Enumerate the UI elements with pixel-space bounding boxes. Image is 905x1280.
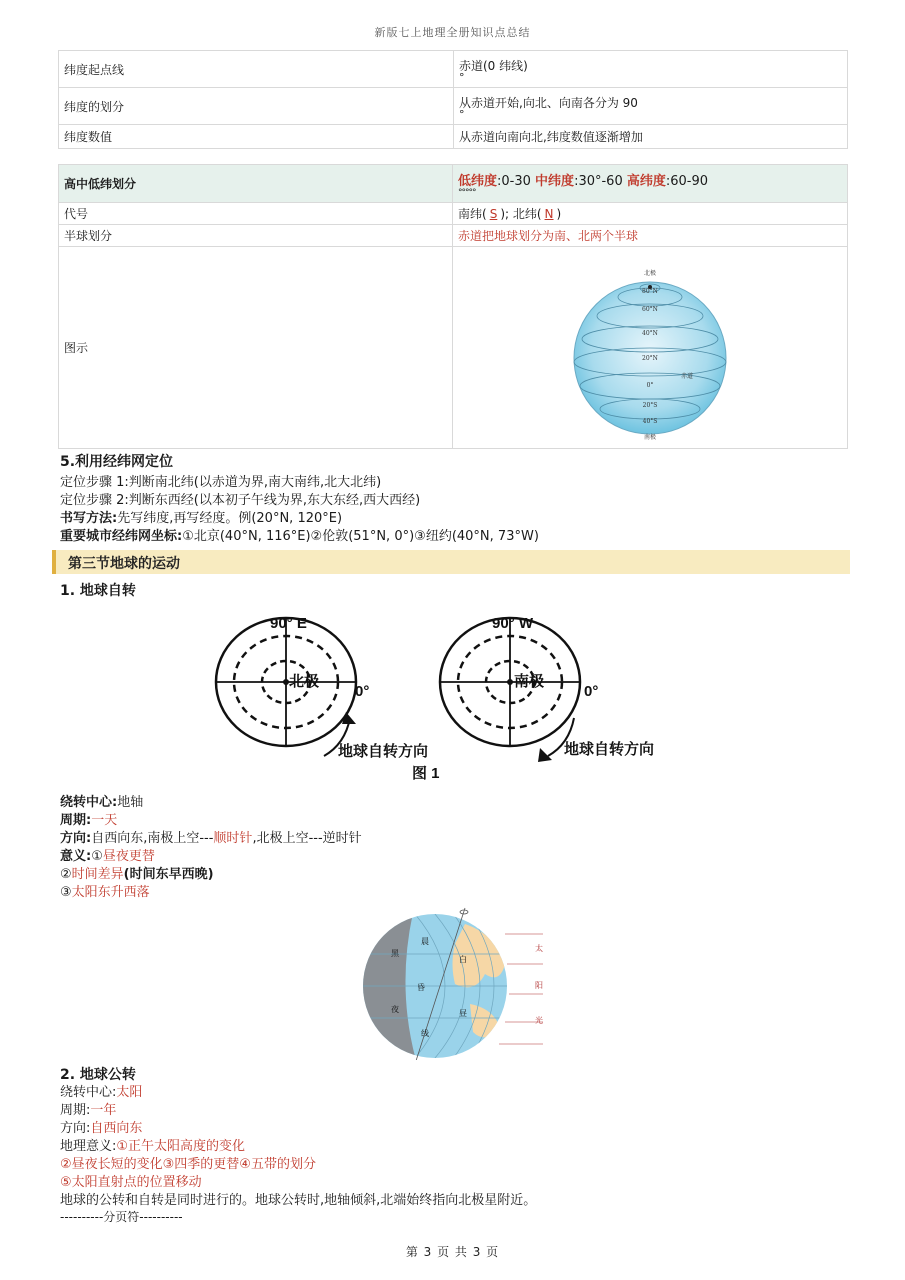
lat-label: 80°N bbox=[642, 288, 658, 295]
lat-label: 40°S bbox=[642, 418, 658, 425]
globe-figure-cell bbox=[453, 247, 848, 449]
cell-value: 从赤道向南向北,纬度数值逐渐增加 bbox=[454, 125, 848, 149]
revolution-meaning-1: 地理意义:①正午太阳高度的变化 bbox=[60, 1139, 246, 1154]
lat-label: 20°S bbox=[642, 402, 658, 409]
day-night-globe bbox=[355, 904, 555, 1060]
rotation-title: 1. 地球自转 bbox=[60, 583, 136, 599]
cell-value: 南纬( S ); 北纬( N ) bbox=[453, 203, 848, 225]
latitude-division-table bbox=[58, 164, 848, 449]
rotation-meaning-1: 意义:①昼夜更替 bbox=[60, 849, 155, 864]
table-row bbox=[59, 88, 848, 125]
page-header: 新版七上地理全册知识点总结 bbox=[374, 26, 531, 39]
table-row bbox=[59, 247, 848, 449]
sunlight-label: 太 bbox=[535, 944, 543, 953]
day-label: 白 bbox=[459, 955, 467, 964]
table-row bbox=[59, 125, 848, 149]
locate-title: 5.利用经纬网定位 bbox=[60, 454, 174, 470]
zero-degree-label: 0° bbox=[584, 683, 599, 700]
locate-step-1: 定位步骤 1:判断南北纬(以赤道为界,南大南纬,北大北纬) bbox=[60, 475, 382, 490]
latitude-basics-table bbox=[58, 50, 848, 149]
north-pole-label: 北极 bbox=[643, 270, 657, 277]
cell-value: 赤道把地球划分为南、北两个半球 bbox=[453, 225, 848, 247]
cell-label: 纬度数值 bbox=[59, 125, 454, 149]
sunlight-label: 阳 bbox=[535, 981, 543, 990]
revolution-note: 地球的公转和自转是同时进行的。地球公转时,地轴倾斜,北端始终指向北极星附近。 bbox=[60, 1193, 537, 1208]
lat-label: 0° bbox=[646, 382, 654, 389]
page-footer: 第 3 页 共 3 页 bbox=[405, 1245, 500, 1259]
terminator-label: 线 bbox=[421, 1029, 429, 1038]
cell-label: 高中低纬划分 bbox=[59, 165, 453, 203]
figure-caption: 图 1 bbox=[412, 765, 440, 782]
revolution-meaning-3: ⑤太阳直射点的位置移动 bbox=[60, 1175, 202, 1190]
terminator-label: 晨 bbox=[421, 937, 429, 946]
table-row bbox=[59, 51, 848, 88]
latitude-globe-figure bbox=[453, 247, 847, 445]
city-coordinates: 重要城市经纬网坐标:①北京(40°N, 116°E)②伦敦(51°N, 0°)③纽约(40°N, 73°W) bbox=[60, 529, 539, 544]
lat-label: 40°N bbox=[642, 330, 658, 337]
table-row bbox=[59, 225, 848, 247]
cell-value: 从赤道开始,向北、向南各分为 90 ° bbox=[454, 88, 848, 125]
cell-value: 低纬度:0-30 中纬度:30°-60 高纬度:60-90 °°°°° bbox=[453, 165, 848, 203]
north-pole-text: 北极 bbox=[289, 673, 320, 690]
east-90-label: 90° E bbox=[270, 615, 307, 632]
rotation-center: 绕转中心:地轴 bbox=[60, 795, 144, 810]
rotation-direction: 方向:自西向东,南极上空---顺时针,北极上空---逆时针 bbox=[60, 831, 362, 846]
day-label: 昼 bbox=[459, 1009, 467, 1018]
night-label: 夜 bbox=[391, 1005, 399, 1014]
rotation-diagram bbox=[200, 606, 680, 786]
cell-label: 图示 bbox=[59, 247, 453, 449]
lat-label: 20°N bbox=[642, 355, 658, 362]
table-row bbox=[59, 165, 848, 203]
sunlight-label: 光 bbox=[535, 1016, 543, 1025]
page-break: ----------分页符---------- bbox=[60, 1210, 183, 1224]
revolution-meaning-2: ②昼夜长短的变化③四季的更替④五带的划分 bbox=[60, 1157, 316, 1172]
writing-method: 书写方法:先写纬度,再写经度。例(20°N, 120°E) bbox=[60, 511, 343, 526]
revolution-period: 周期:一年 bbox=[60, 1103, 117, 1118]
rotation-direction-label: 地球自转方向 bbox=[564, 741, 655, 758]
rotation-meaning-2: ②时间差异(时间东早西晚) bbox=[60, 867, 214, 882]
rotation-meaning-3: ③太阳东升西落 bbox=[60, 885, 150, 900]
cell-label: 半球划分 bbox=[59, 225, 453, 247]
south-pole-text: 南极 bbox=[514, 673, 545, 690]
table-row bbox=[59, 203, 848, 225]
lat-label: 60°N bbox=[642, 306, 658, 313]
revolution-center: 绕转中心:太阳 bbox=[60, 1085, 143, 1100]
revolution-direction: 方向:自西向东 bbox=[60, 1121, 143, 1136]
terminator-label: 昏 bbox=[417, 983, 425, 992]
rotation-direction-label: 地球自转方向 bbox=[338, 743, 429, 760]
rotation-period: 周期:一天 bbox=[60, 813, 118, 828]
south-pole-label: 南极 bbox=[643, 434, 657, 441]
locate-step-2: 定位步骤 2:判断东西经(以本初子午线为界,东大东经,西大西经) bbox=[60, 493, 421, 508]
zero-degree-label: 0° bbox=[355, 683, 370, 700]
cell-label: 纬度起点线 bbox=[59, 51, 454, 88]
west-90-label: 90° W bbox=[492, 615, 534, 632]
night-label: 黑 bbox=[391, 949, 399, 958]
cell-label: 纬度的划分 bbox=[59, 88, 454, 125]
equator-label: 赤道 bbox=[680, 373, 694, 380]
revolution-title: 2. 地球公转 bbox=[60, 1067, 136, 1083]
cell-label: 代号 bbox=[59, 203, 453, 225]
cell-value: 赤道(0 纬线) ° bbox=[454, 51, 848, 88]
section-heading: 第三节地球的运动 bbox=[52, 550, 850, 574]
